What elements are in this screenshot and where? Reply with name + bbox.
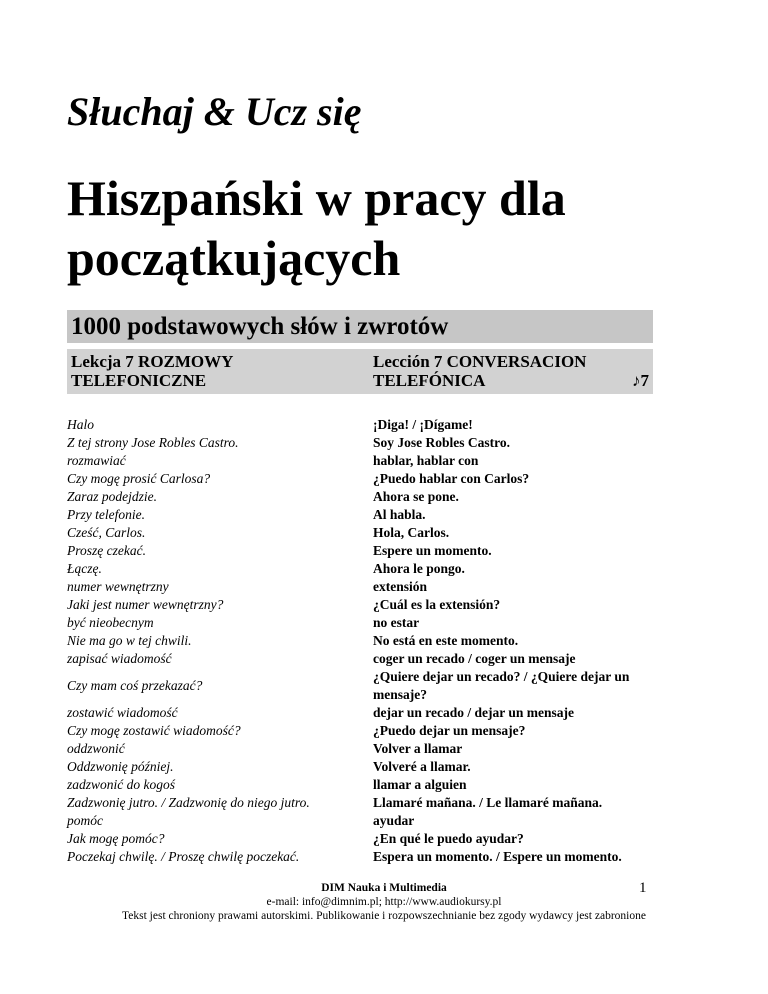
vocabulary-row	[67, 848, 667, 866]
vocabulary-row	[67, 596, 667, 614]
spanish-phrase: ¿Puedo hablar con Carlos?	[373, 471, 530, 486]
spanish-phrase: Ahora se pone.	[373, 489, 459, 504]
spanish-phrase: Espere un momento.	[373, 543, 492, 558]
polish-phrase: pomóc	[67, 813, 103, 828]
vocabulary-row	[67, 614, 667, 632]
vocabulary-row	[67, 470, 667, 488]
section-band: 1000 podstawowych słów i zwrotów	[67, 310, 653, 343]
lesson-title-polish-line1: Lekcja 7 ROZMOWY	[71, 352, 234, 371]
series-subtitle: Słuchaj & Ucz się	[67, 89, 362, 134]
spanish-phrase: ayudar	[373, 813, 415, 828]
vocabulary-row	[67, 578, 667, 596]
polish-phrase: Przy telefonie.	[67, 507, 145, 522]
lesson-title-spanish-line2: TELEFÓNICA	[373, 371, 486, 390]
spanish-phrase: hablar, hablar con	[373, 453, 479, 468]
polish-phrase: Oddzwonię później.	[67, 759, 174, 774]
spanish-phrase: Al habla.	[373, 507, 426, 522]
polish-phrase: Proszę czekać.	[67, 543, 146, 558]
polish-phrase: Halo	[67, 417, 94, 432]
spanish-phrase: ¡Diga! / ¡Dígame!	[373, 417, 473, 432]
vocabulary-row	[67, 740, 667, 758]
vocabulary-row	[67, 812, 667, 830]
polish-phrase: zapisać wiadomość	[67, 651, 172, 666]
polish-phrase: Cześć, Carlos.	[67, 525, 146, 540]
polish-phrase: Łączę.	[67, 561, 102, 576]
vocabulary-row	[67, 560, 667, 578]
lesson-title-spanish-line1: Lección 7 CONVERSACION	[373, 352, 587, 371]
vocabulary-row	[67, 524, 667, 542]
spanish-phrase: No está en este momento.	[373, 633, 519, 648]
spanish-phrase: ¿Puedo dejar un mensaje?	[373, 723, 526, 738]
vocabulary-row	[67, 758, 667, 776]
spanish-phrase: ¿En qué le puedo ayudar?	[373, 831, 524, 846]
vocabulary-row	[67, 704, 667, 722]
spanish-phrase: Espera un momento. / Espere un momento.	[373, 849, 622, 864]
polish-phrase: Czy mogę zostawić wiadomość?	[67, 723, 241, 738]
polish-phrase: Nie ma go w tej chwili.	[67, 633, 192, 648]
spanish-phrase: ¿Quiere dejar un recado? / ¿Quiere dejar un mensaje?	[373, 669, 630, 702]
vocabulary-row	[67, 488, 667, 506]
vocabulary-list	[67, 416, 667, 866]
page-number: 1	[639, 880, 647, 896]
spanish-phrase: Hola, Carlos.	[373, 525, 450, 540]
polish-phrase: Czy mam coś przekazać?	[67, 678, 203, 693]
vocabulary-row	[67, 506, 667, 524]
polish-phrase: oddzwonić	[67, 741, 125, 756]
vocabulary-row	[67, 416, 667, 434]
vocabulary-row	[67, 434, 667, 452]
vocabulary-row	[67, 668, 667, 704]
spanish-phrase: coger un recado / coger un mensaje	[373, 651, 576, 666]
polish-phrase: Z tej strony Jose Robles Castro.	[67, 435, 239, 450]
polish-phrase: rozmawiać	[67, 453, 126, 468]
polish-phrase: numer wewnętrzny	[67, 579, 169, 594]
polish-phrase: Poczekaj chwilę. / Proszę chwilę poczekać.	[67, 849, 300, 864]
spanish-phrase: Soy Jose Robles Castro.	[373, 435, 511, 450]
vocabulary-row	[67, 794, 667, 812]
vocabulary-row	[67, 452, 667, 470]
spanish-phrase: dejar un recado / dejar un mensaje	[373, 705, 574, 720]
polish-phrase: zostawić wiadomość	[67, 705, 178, 720]
vocabulary-row	[67, 632, 667, 650]
vocabulary-row	[67, 650, 667, 668]
spanish-phrase: Llamaré mañana. / Le llamaré mañana.	[373, 795, 603, 810]
vocabulary-row	[67, 542, 667, 560]
footer-contact: e-mail: info@dimnim.pl; http://www.audiokursy.pl	[266, 896, 502, 908]
spanish-phrase: extensión	[373, 579, 427, 594]
vocabulary-row	[67, 830, 667, 848]
spanish-phrase: llamar a alguien	[373, 777, 467, 792]
book-title: Hiszpański w pracy dla początkujących	[67, 170, 566, 286]
spanish-phrase: Ahora le pongo.	[373, 561, 465, 576]
polish-phrase: Jaki jest numer wewnętrzny?	[67, 597, 224, 612]
polish-phrase: Zaraz podejdzie.	[67, 489, 158, 504]
lesson-title-polish	[71, 352, 351, 390]
polish-phrase: Jak mogę pomóc?	[67, 831, 165, 846]
vocabulary-row	[67, 722, 667, 740]
lesson-title-spanish	[373, 352, 649, 390]
lesson-title-polish-line2: TELEFONICZNE	[71, 371, 207, 390]
polish-phrase: być nieobecnym	[67, 615, 154, 630]
spanish-phrase: ¿Cuál es la extensión?	[373, 597, 501, 612]
vocabulary-row	[67, 776, 667, 794]
spanish-phrase: Volver a llamar	[373, 741, 463, 756]
spanish-phrase: no estar	[373, 615, 420, 630]
footer-copyright-notice: Tekst jest chroniony prawami autorskimi. Publikowanie i rozpowszechnianie bez zgody wydawcy jest zabronione	[122, 910, 646, 922]
audio-track-label: ♪7	[632, 371, 649, 390]
polish-phrase: Czy mogę prosić Carlosa?	[67, 471, 211, 486]
footer-publisher: DIM Nauka i Multimedia	[321, 882, 447, 894]
polish-phrase: Zadzwonię jutro. / Zadzwonię do niego jutro.	[67, 795, 310, 810]
page-footer	[0, 881, 768, 923]
polish-phrase: zadzwonić do kogoś	[67, 777, 175, 792]
spanish-phrase: Volveré a llamar.	[373, 759, 471, 774]
